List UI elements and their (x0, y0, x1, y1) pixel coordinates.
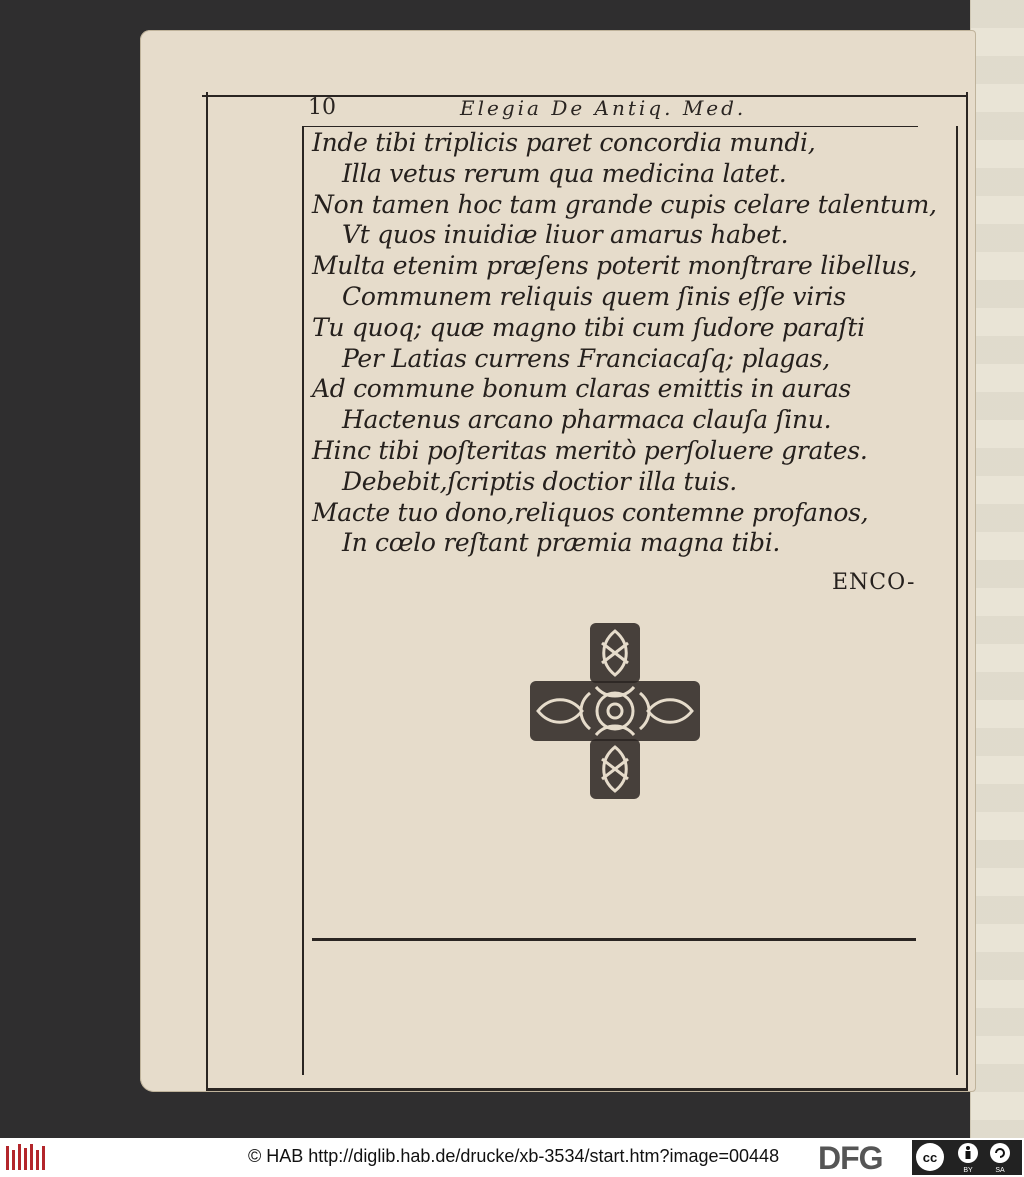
verse-line: Tu quoq; quæ magno tibi cum ſudore paraſti (312, 312, 865, 342)
dfg-logo: DFG (818, 1140, 883, 1176)
verse-line: Hinc tibi poſteritas meritò perſoluere grates. (312, 435, 868, 465)
facing-page (970, 0, 1024, 1138)
inner-bottom-rule (312, 938, 916, 941)
license-sa-label: SA (995, 1167, 1005, 1174)
page-number: 10 (308, 95, 336, 120)
cc-icon (916, 1143, 944, 1171)
verse-line: Communem reliquis quem ſinis eſſe viris (342, 281, 846, 311)
ornament-icon (530, 623, 700, 799)
catchword: ENCO- (832, 570, 916, 595)
verse-line: Ad commune bonum claras emittis in auras (312, 374, 851, 404)
verse-line: Hactenus arcano pharmaca clauſa ſinu. (342, 405, 832, 435)
book-page (140, 30, 976, 1092)
verse-line: Vt quos inuidiæ liuor amarus habet. (342, 220, 789, 250)
header-rule (302, 126, 918, 127)
svg-text:cc: cc (922, 1150, 938, 1165)
verse-line: Inde tibi triplicis paret concordia mundi, (312, 128, 816, 157)
verse-line: Macte tuo dono,reliquos contemne profanos, (312, 497, 869, 527)
verse-line: Debebit,ſcriptis doctior illa tuis. (342, 466, 737, 496)
verse-line: Non tamen hoc tam grande cupis celare talentum, (312, 189, 937, 219)
license-by-label: BY (963, 1167, 973, 1174)
cc-license-badge[interactable] (912, 1140, 1022, 1175)
verse-line: Per Latias currens Franciacaſq; plagas, (342, 343, 830, 373)
hab-logo-icon (4, 1142, 48, 1173)
verse-line: Illa vetus rerum qua medicina latet. (342, 158, 787, 188)
verse-line: In cœlo reſtant præmia magna tibi. (342, 528, 781, 558)
verse-block (312, 128, 937, 559)
copyright-url[interactable]: © HAB http://diglib.hab.de/drucke/xb-3534/start.htm?image=00448 (248, 1146, 780, 1166)
running-head: Elegia De Antiq. Med. (460, 96, 747, 120)
verse-line: Multa etenim præſens poterit monſtrare libellus, (312, 251, 918, 281)
footer-bar (0, 1138, 1024, 1177)
